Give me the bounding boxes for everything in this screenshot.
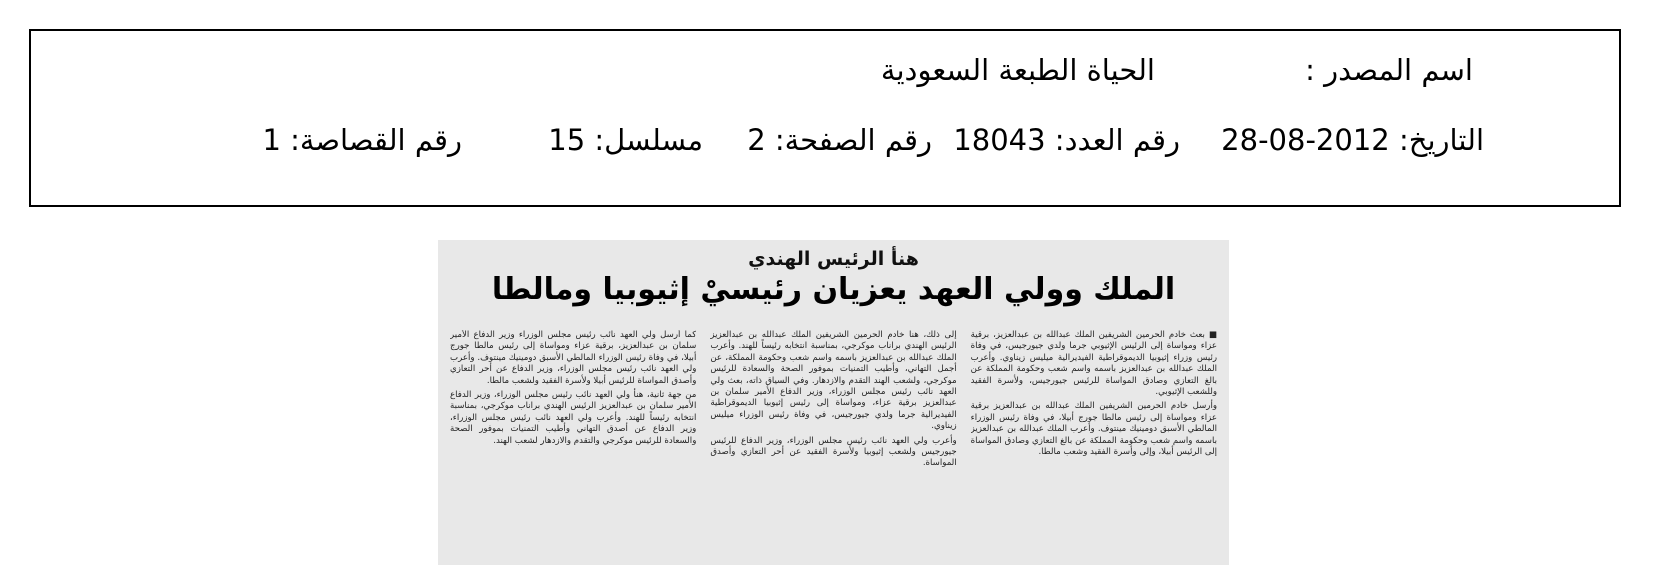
newspaper-clipping xyxy=(438,240,1229,565)
clip-number-field: رقم القصاصة: 1 xyxy=(262,123,462,157)
article-paragraph: كما أرسل ولي العهد نائب رئيس مجلس الوزراء وزير الدفاع الأمير سلمان بن عبدالعزيز، برقية عزاء ومواساة إلى رئيس مالطا جورج أبيلا، في وفاة رئيس الوزراء المالطي الأسبق دومينيك مينتوف. وأعرب ولي العهد نائب رئيس مجلس الوزراء، وزير الدفاع عن أحر التعازي وأصدق المواساة للرئيس أبيلا ولأسرة الفقيد ولشعب مالطا. xyxy=(450,330,697,386)
article-paragraph: من جهة ثانية، هنأ ولي العهد نائب رئيس مجلس الوزراء، وزير الدفاع الأمير سلمان بن عبدالعزيز الرئيس الهندي براناب موكرجي، بمناسبة انتخابه رئيساً للهند. وأعرب ولي العهد نائب رئيس مجلس الوزراء، وزير الدفاع عن أصدق التهاني وأطيب التمنيات بموفور الصحة والسعادة للرئيس موكرجي والتقدم والازدهار لشعب الهند. xyxy=(450,390,697,446)
article-paragraph: وأرسل خادم الحرمين الشريفين الملك عبدالله بن عبدالعزيز برقية عزاء ومواساة إلى رئيس مالطا جورج أبيلا، في وفاة رئيس الوزراء المالطي الأسبق دومينيك مينتوف. وأعرب الملك عبدالله بن عبدالعزيز باسمه واسم شعب وحكومة المملكة عن بالغ التعازي وصادق المواساة إلى الرئيس أبيلا، وإلى وأسرة الفقيد وشعب مالطا. xyxy=(970,401,1217,458)
article-kicker: هنأ الرئيس الهندي xyxy=(748,248,919,270)
article-headline: الملك وولي العهد يعزيان رئيسيْ إثيوبيا ومالطا xyxy=(491,272,1176,307)
source-value: الحياة الطبعة السعودية xyxy=(880,53,1155,87)
article-paragraph: وأعرب ولي العهد نائب رئيس مجلس الوزراء، وزير الدفاع للرئيس جيورجيس ولشعب إثيوبيا ولأسرة الفقيد عن أحر التعازي وأصدق المواساة. xyxy=(710,435,957,469)
article-column xyxy=(971,330,1217,557)
article-body xyxy=(450,330,1217,557)
article-paragraph: إلى ذلك، هنأ خادم الحرمين الشريفين الملك عبدالله بن عبدالعزيز الرئيس الهندي براناب موكرجي، بمناسبة انتخابه رئيساً للهند. وأعرب الملك عبدالله بن عبدالعزيز باسمه واسم شعب وحكومة المملكة، عن أجمل التهاني، وأطيب التمنيات بموفور الصحة والسعادة للرئيس موكرجي، ولشعب الهند التقدم والازدهار. وفي السياق ذاته، بعث ولي العهد نائب رئيس مجلس الوزراء، وزير الدفاع الأمير سلمان بن عبدالعزيز برقية عزاء، ومواساة إلى رئيس إثيوبيا الديموقراطية الفيديرالية جرما ولدي جيورجيس، في وفاة رئيس الوزراء ميليس زيناوي. xyxy=(710,330,957,432)
issue-number-field: رقم العدد: 18043 xyxy=(953,123,1180,157)
article-paragraph: ■ بعث خادم الحرمين الشريفين الملك عبدالله بن عبدالعزيز، برقية عزاء ومواساة إلى الرئيس الإثيوبي جرما ولدي جيورجيس، في وفاة رئيس وزراء إثيوبيا الديموقراطية الفيديرالية ميليس زيناوي. وأعرب الملك عبدالله بن عبدالعزيز باسمه واسم شعب وحكومة المملكة عن بالغ التعازي وصادق المواساة للرئيس جيورجيس، ولأسرة الفقيد وللشعب الإثيوبي. xyxy=(970,330,1217,398)
article-column xyxy=(710,330,956,557)
serial-field: مسلسل: 15 xyxy=(548,123,703,157)
page-number-field: رقم الصفحة: 2 xyxy=(747,123,932,157)
source-label: اسم المصدر : xyxy=(1305,53,1473,87)
date-field: التاريخ: 2012-08-28 xyxy=(1221,123,1484,157)
article-column xyxy=(450,330,696,557)
source-info-box xyxy=(29,29,1621,207)
